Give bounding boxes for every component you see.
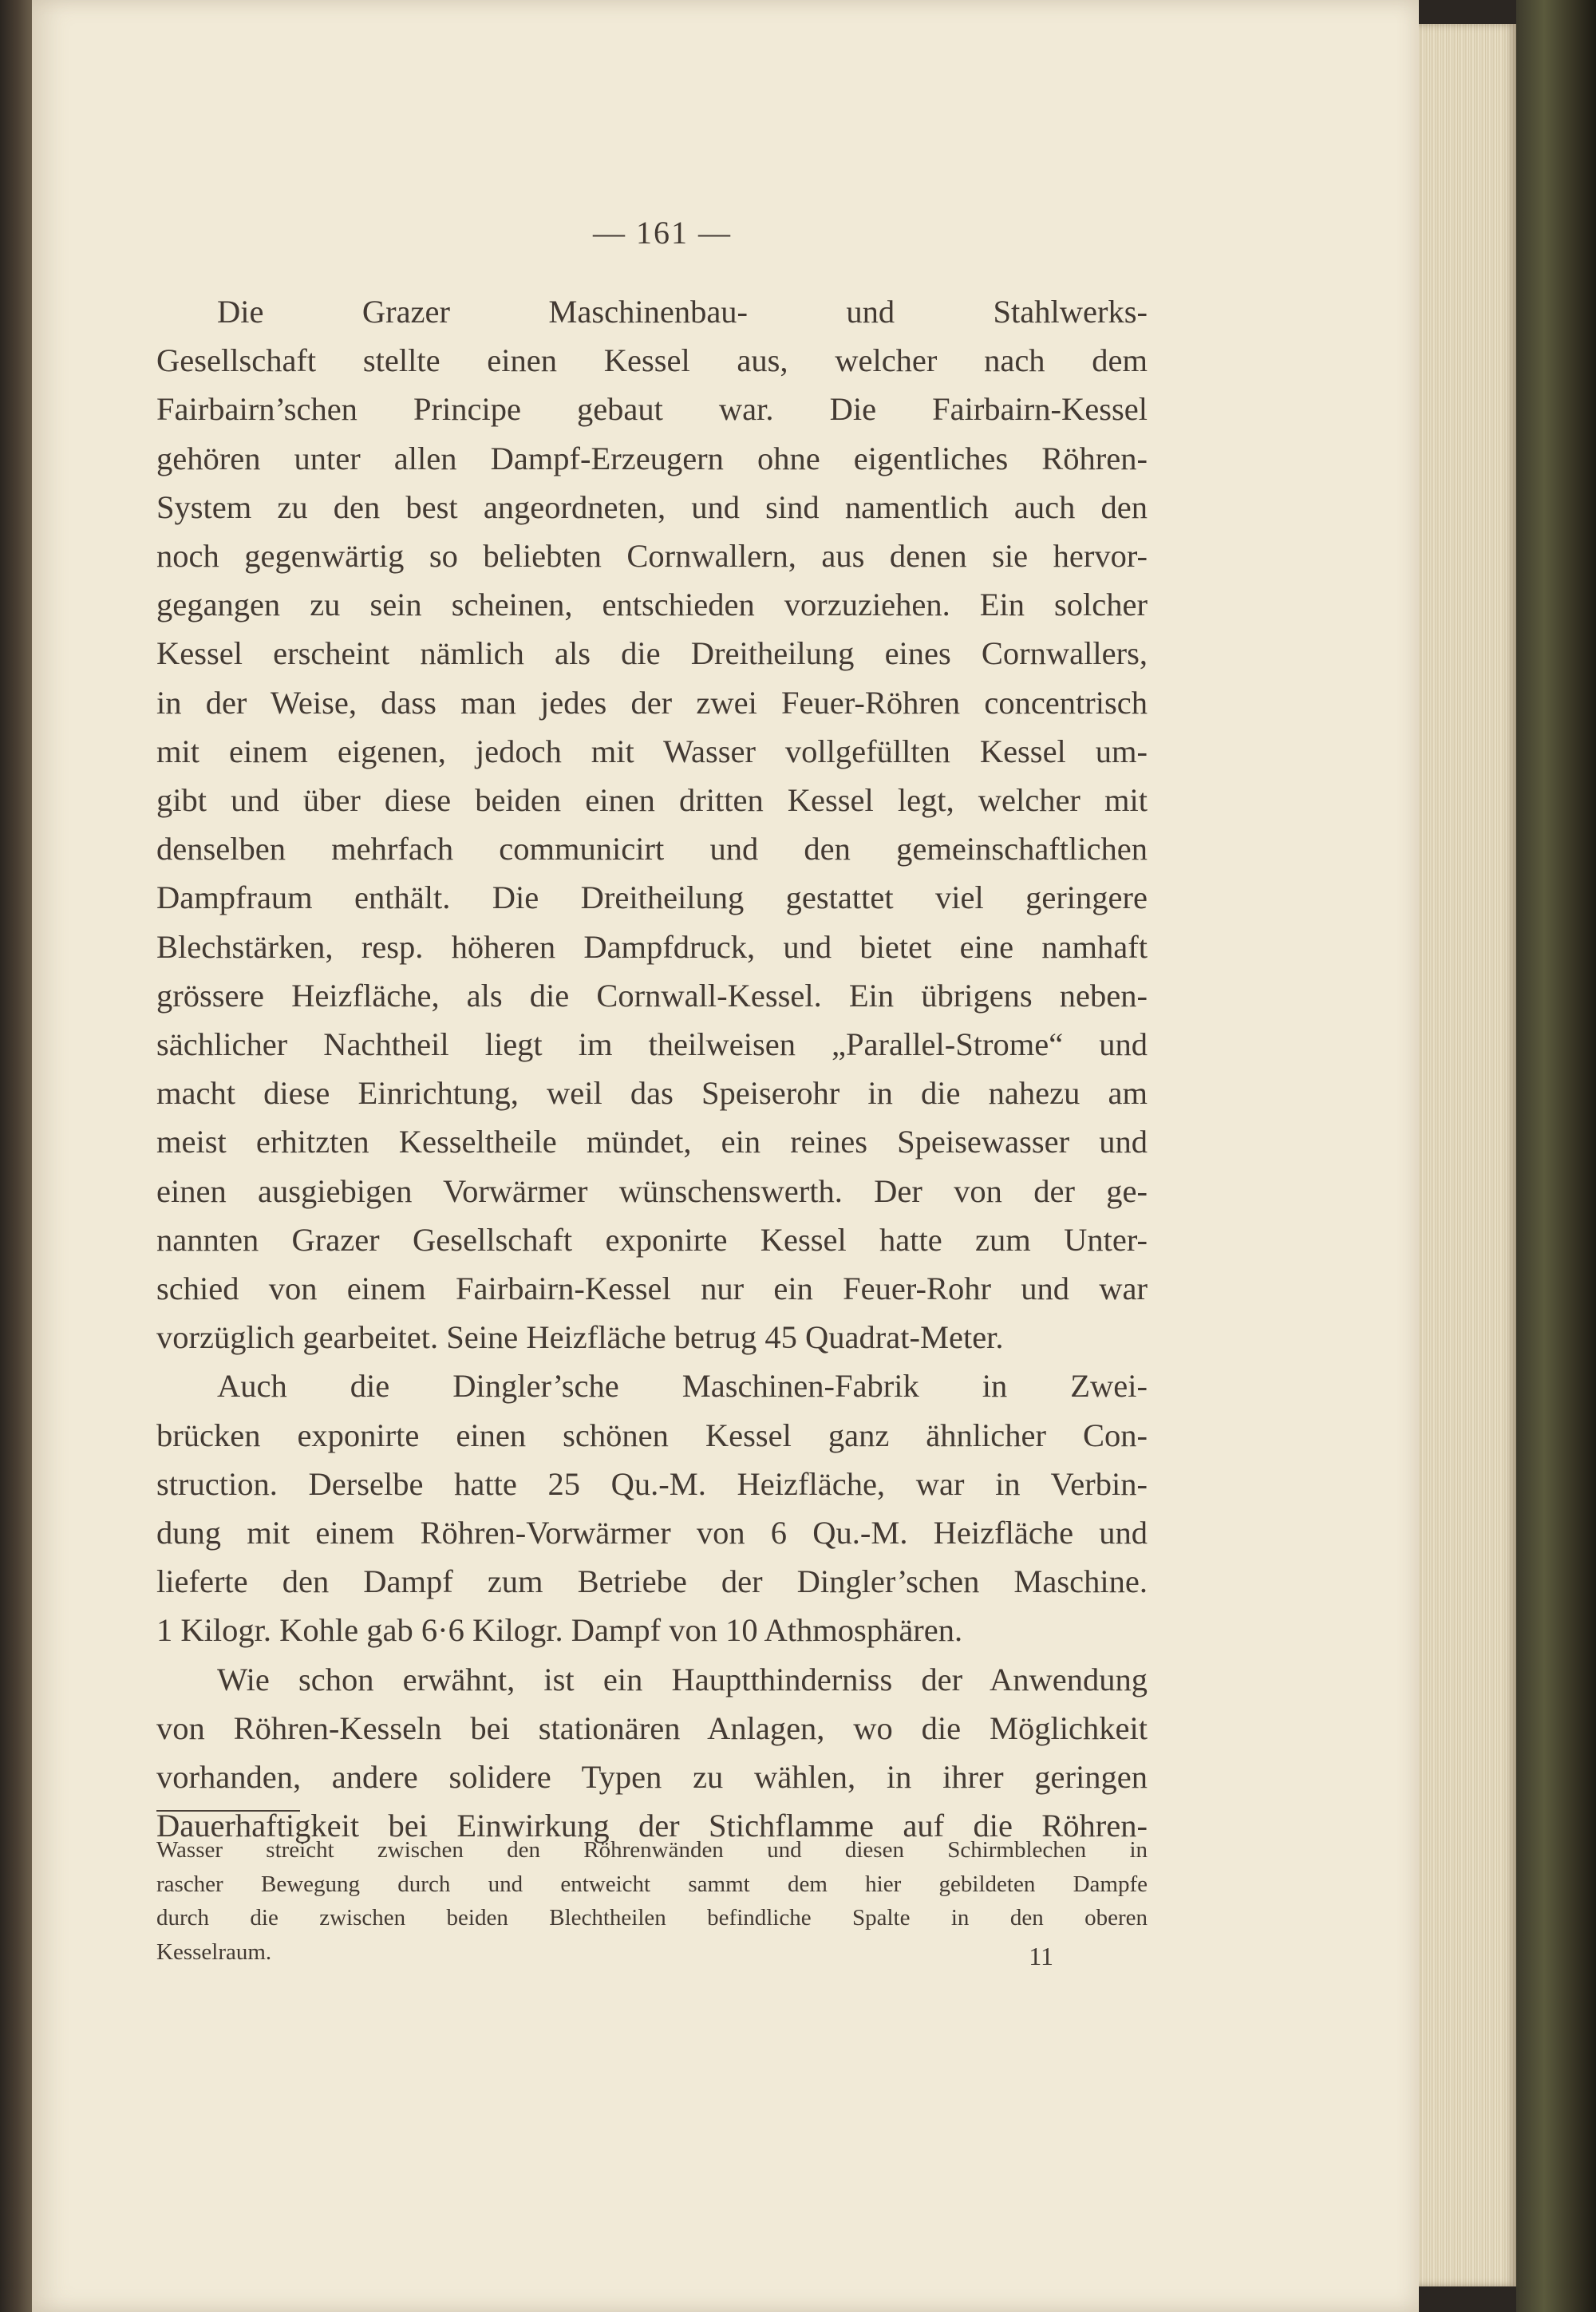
body-line: gibt und über diese beiden einen dritten Kessel legt, welcher mit <box>156 782 1148 819</box>
body-line: Auch die Dingler’sche Maschinen-Fabrik in Zwei- <box>217 1368 1148 1405</box>
body-line: vorhanden, andere solidere Typen zu wählen, in ihrer geringen <box>156 1759 1148 1796</box>
body-line: struction. Derselbe hatte 25 Qu.-M. Heizfläche, war in Verbin- <box>156 1465 1148 1502</box>
footnote-line: Wasser streicht zwischen den Röhrenwänden und diesen Schirmblechen in <box>156 1837 1148 1863</box>
footnote-line: durch die zwischen beiden Blechtheilen befindliche Spalte in den oberen <box>156 1905 1148 1931</box>
body-line: noch gegenwärtig so beliebten Cornwallern, aus denen sie hervor- <box>156 538 1148 575</box>
footnote-line: Kesselraum. <box>156 1939 272 1965</box>
signature-mark: 11 <box>1029 1942 1053 1970</box>
body-line: macht diese Einrichtung, weil das Speiserohr in die nahezu am <box>156 1075 1148 1112</box>
left-page-gutter <box>0 0 32 2312</box>
book-binding <box>1516 0 1596 2312</box>
page-edges <box>1419 24 1516 2286</box>
body-line: von Röhren-Kesseln bei stationären Anlagen, wo die Möglichkeit <box>156 1709 1148 1746</box>
body-line: dung mit einem Röhren-Vorwärmer von 6 Qu.-M. Heizfläche und <box>156 1515 1148 1551</box>
body-line: Die Grazer Maschinenbau- und Stahlwerks- <box>217 294 1148 330</box>
body-text <box>156 287 1148 1851</box>
body-line: lieferte den Dampf zum Betriebe der Dingler’schen Maschine. <box>156 1563 1148 1600</box>
body-line: gegangen zu sein scheinen, entschieden vorzuziehen. Ein solcher <box>156 587 1148 623</box>
body-line: mit einem eigenen, jedoch mit Wasser vollgefüllten Kessel um- <box>156 733 1148 769</box>
body-line: in der Weise, dass man jedes der zwei Feuer-Röhren concentrisch <box>156 684 1148 721</box>
body-line: sächlicher Nachtheil liegt im theilweisen „Parallel-Strome“ und <box>156 1026 1148 1063</box>
body-line: Wie schon erwähnt, ist ein Hauptthinderniss der Anwendung <box>217 1661 1148 1697</box>
body-line: Gesellschaft stellte einen Kessel aus, welcher nach dem <box>156 342 1148 379</box>
body-line: Fairbairn’schen Principe gebaut war. Die Fairbairn-Kessel <box>156 391 1148 428</box>
body-line: nannten Grazer Gesellschaft exponirte Kessel hatte zum Unter- <box>156 1221 1148 1258</box>
body-line: 1 Kilogr. Kohle gab 6·6 Kilogr. Dampf von 10 Athmosphären. <box>156 1612 963 1649</box>
body-line: einen ausgiebigen Vorwärmer wünschenswerth. Der von der ge- <box>156 1172 1148 1209</box>
body-line: grössere Heizfläche, als die Cornwall-Kessel. Ein übrigens neben- <box>156 977 1148 1014</box>
body-line: Blechstärken, resp. höheren Dampfdruck, und bietet eine namhaft <box>156 928 1148 965</box>
body-line: vorzüglich gearbeitet. Seine Heizfläche betrug 45 Quadrat-Meter. <box>156 1319 1004 1356</box>
footnote-line: rascher Bewegung durch und entweicht sammt dem hier gebildeten Dampfe <box>156 1871 1148 1897</box>
body-line: System zu den best angeordneten, und sind namentlich auch den <box>156 488 1148 525</box>
body-line: meist erhitzten Kesseltheile mündet, ein reines Speisewasser und <box>156 1124 1148 1160</box>
body-line: Dauerhaftigkeit bei Einwirkung der Stichflamme auf die Röhren- <box>156 1808 1148 1844</box>
page-header: — 161 — <box>593 215 732 251</box>
footnote-divider <box>156 1810 300 1812</box>
body-line: brücken exponirte einen schönen Kessel ganz ähnlicher Con- <box>156 1417 1148 1453</box>
body-line: gehören unter allen Dampf-Erzeugern ohne eigentliches Röhren- <box>156 440 1148 476</box>
body-line: schied von einem Fairbairn-Kessel nur ein Feuer-Rohr und war <box>156 1271 1148 1307</box>
body-line: Dampfraum enthält. Die Dreitheilung gestattet viel geringere <box>156 879 1148 916</box>
body-line: Kessel erscheint nämlich als die Dreitheilung eines Cornwallers, <box>156 635 1148 672</box>
body-line: denselben mehrfach communicirt und den gemeinschaftlichen <box>156 831 1148 867</box>
